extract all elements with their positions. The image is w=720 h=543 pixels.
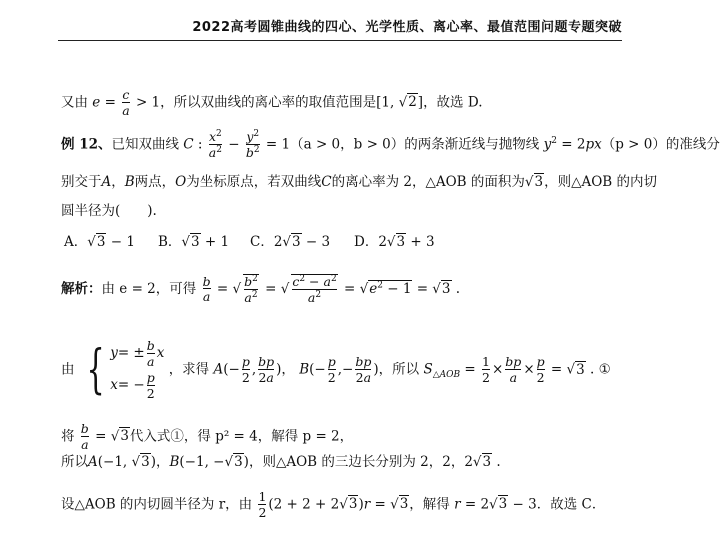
solution-line-radius: 设△AOB 的内切圆半径为 r，由 $\frac{1}{2}$ (2 + 2 + 2√3)r = √3，解得 r = 2√3 − 3．故选 C． — [61, 489, 606, 520]
solution-line-points: 所以A(−1, √3)，B(−1, −√3)，则△AOB 的三边长分别为 2，2，2√3 . — [61, 454, 501, 470]
solution-line-1: 解析：由 e = 2，可得 $\frac{b}{a}$ = √ $\frac{b^2}{a^2}$ = √ $\frac{c^2 - a^2}{a^2}$ = $√e^2 - 1 = √3$ . — [61, 273, 461, 306]
header-rule — [58, 40, 622, 41]
option-a: A．√3 − 1 — [64, 234, 135, 250]
example-12-line-3: 圆半径为( ). — [61, 203, 157, 219]
example-label: 例 12、 — [61, 136, 112, 153]
option-d: D．2√3 + 3 — [354, 234, 435, 250]
line-conclusion-d: 又由 e = $\frac{c}{a}$ > 1，所以双曲线的离心率的取值范围是[1, √2]，故选 D. — [61, 87, 483, 118]
option-c: C．2√3 − 3 — [250, 234, 331, 250]
option-b: B．√3 + 1 — [158, 234, 230, 250]
solution-system-line: 由 { y = ± $\frac{b}{a}$ x x = − $\frac{p}{2}$ ，求得 A(− $\frac{p}{2}$ , $\frac{bp}{2a}$ )， B(− $\frac{p}{2}$ ,− $\frac{bp}{2a}$ )，所以 $S_{\triangle AOB}$ = $\frac{1}{2}$ × $\frac{bp}{a}$ × $\frac{p}{2}$ = √3 . ① — [61, 338, 611, 401]
example-12-statement: 例 12、已知双曲线 C : $\frac{x^2}{a^2}$ − $\frac{y^2}{b^2}$ = 1（a > 0，b > 0）的两条渐近线与抛物线 $y^2 = 2px(p > 0)$的准线分 — [61, 129, 720, 161]
solution-label: 解析： — [61, 280, 102, 297]
page-header-title: 2022高考圆锥曲线的四心、光学性质、离心率、最值范围问题专题突破 — [192, 20, 622, 35]
example-12-line-2: 别交于A，B两点，O为坐标原点，若双曲线C的离心率为 2，△AOB 的面积为√3，则△AOB 的内切 — [61, 174, 658, 190]
solution-line-substitute: 将 $\frac{b}{a}$ = √3代入式①，得 p² = 4，解得 p = 2， — [61, 421, 354, 452]
